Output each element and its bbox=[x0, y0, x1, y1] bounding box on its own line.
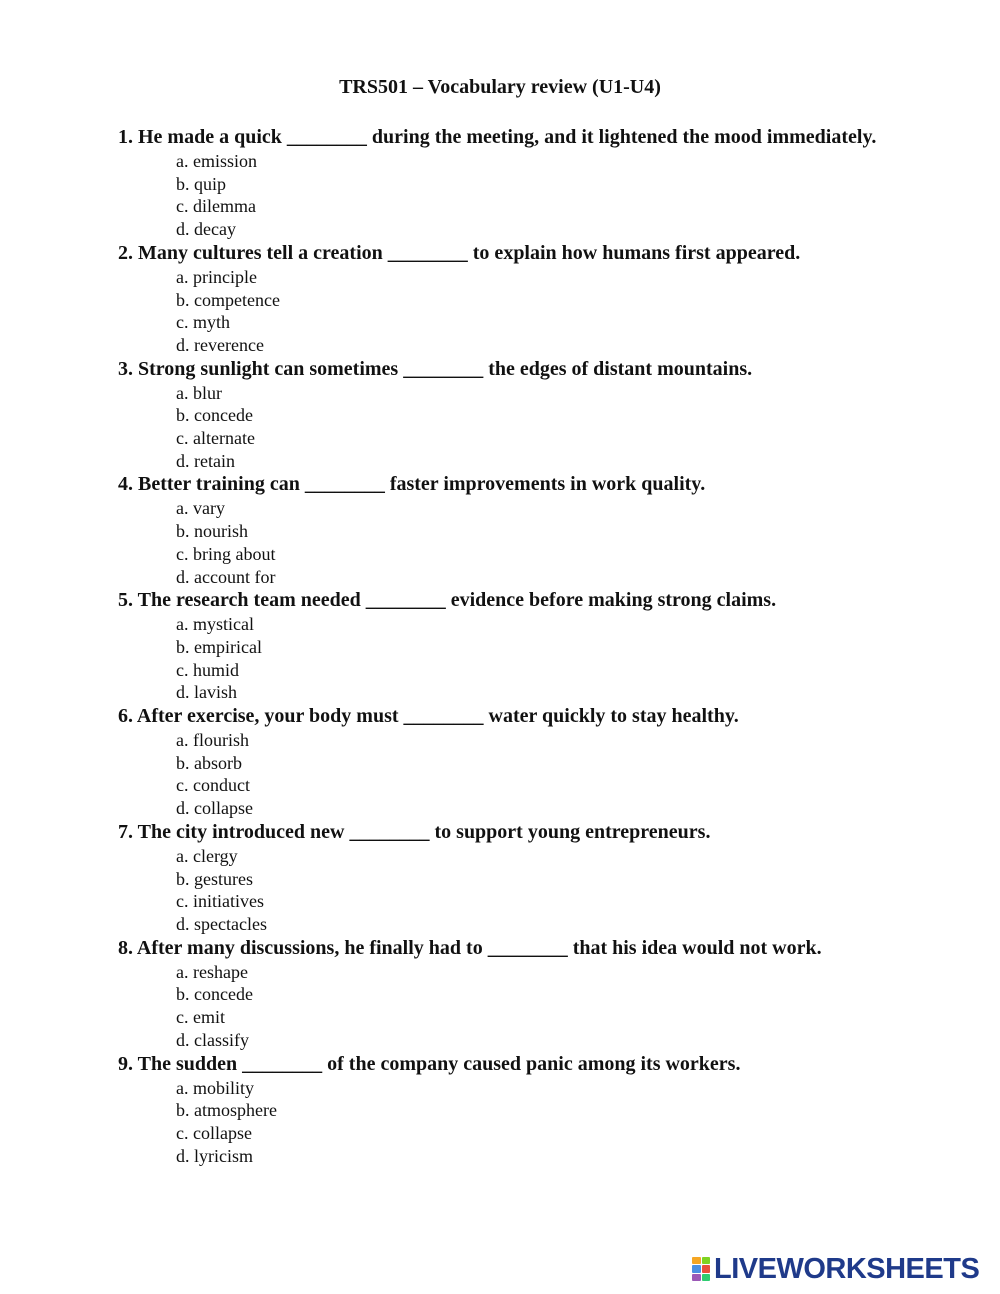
answer-option[interactable]: c. conduct bbox=[176, 775, 250, 796]
answer-option[interactable]: c. collapse bbox=[176, 1122, 252, 1143]
answer-option[interactable]: c. alternate bbox=[176, 428, 255, 449]
logo-mark-square bbox=[702, 1274, 711, 1281]
question-text: 1. He made a quick ________ during the meeting, and it lightened the mood immediately. bbox=[118, 126, 877, 148]
answer-option[interactable]: a. blur bbox=[176, 382, 222, 403]
answer-option[interactable]: b. nourish bbox=[176, 521, 248, 542]
question-9 bbox=[118, 1052, 888, 1168]
answer-option[interactable]: d. lavish bbox=[176, 682, 237, 703]
question-5 bbox=[118, 588, 888, 704]
logo-mark-square bbox=[702, 1265, 711, 1272]
answer-option[interactable]: d. decay bbox=[176, 219, 236, 240]
answer-option[interactable]: b. absorb bbox=[176, 752, 242, 773]
answer-option[interactable]: c. initiatives bbox=[176, 891, 264, 912]
answer-option[interactable]: d. spectacles bbox=[176, 913, 267, 934]
answer-option[interactable]: b. atmosphere bbox=[176, 1100, 277, 1121]
question-6 bbox=[118, 704, 888, 820]
answer-option[interactable]: b. concede bbox=[176, 984, 253, 1005]
answer-option[interactable]: a. mobility bbox=[176, 1077, 254, 1098]
logo-text: LIVEWORKSHEETS bbox=[714, 1252, 980, 1285]
answer-options bbox=[118, 961, 888, 1052]
page-title: TRS501 – Vocabulary review (U1-U4) bbox=[339, 76, 661, 98]
logo-mark-square bbox=[692, 1265, 701, 1272]
answer-option[interactable]: a. flourish bbox=[176, 730, 249, 751]
question-text: 5. The research team needed ________ evidence before making strong claims. bbox=[118, 589, 777, 612]
answer-option[interactable]: d. retain bbox=[176, 450, 235, 471]
question-text: 4. Better training can ________ faster improvements in work quality. bbox=[118, 473, 706, 496]
answer-option[interactable]: c. emit bbox=[176, 1007, 225, 1028]
answer-options bbox=[118, 382, 888, 473]
question-2 bbox=[118, 241, 888, 357]
question-4 bbox=[118, 472, 888, 588]
question-7 bbox=[118, 820, 888, 936]
answer-option[interactable]: d. lyricism bbox=[176, 1145, 253, 1166]
logo-mark-square bbox=[692, 1274, 701, 1281]
answer-option[interactable]: d. collapse bbox=[176, 798, 253, 819]
answer-option[interactable]: b. gestures bbox=[176, 868, 253, 889]
answer-option[interactable]: c. humid bbox=[176, 659, 239, 680]
answer-option[interactable]: d. reverence bbox=[176, 334, 264, 355]
answer-option[interactable]: b. quip bbox=[176, 173, 227, 194]
answer-options bbox=[118, 729, 888, 820]
answer-options bbox=[118, 266, 888, 357]
answer-option[interactable]: c. bring about bbox=[176, 543, 276, 564]
logo-mark-square bbox=[692, 1257, 701, 1264]
answer-option[interactable]: c. dilemma bbox=[176, 196, 256, 217]
answer-option[interactable]: b. concede bbox=[176, 405, 253, 426]
answer-option[interactable]: a. vary bbox=[176, 498, 225, 519]
answer-options bbox=[118, 497, 888, 588]
answer-option[interactable]: a. emission bbox=[176, 151, 257, 171]
question-3 bbox=[118, 357, 888, 473]
answer-options bbox=[118, 845, 888, 936]
question-text: 6. After exercise, your body must ________ water quickly to stay healthy. bbox=[118, 705, 739, 728]
answer-options bbox=[118, 1077, 888, 1168]
answer-option[interactable]: b. competence bbox=[176, 289, 280, 310]
question-8 bbox=[118, 936, 888, 1052]
answer-option[interactable]: c. myth bbox=[176, 312, 230, 333]
answer-option[interactable]: a. principle bbox=[176, 266, 257, 287]
answer-option[interactable]: b. empirical bbox=[176, 636, 262, 657]
answer-option[interactable]: a. clergy bbox=[176, 845, 238, 866]
answer-option[interactable]: a. reshape bbox=[176, 961, 248, 982]
question-1 bbox=[118, 125, 888, 241]
question-text: 7. The city introduced new ________ to support young entrepreneurs. bbox=[118, 820, 711, 843]
question-text: 9. The sudden ________ of the company caused panic among its workers. bbox=[118, 1052, 741, 1075]
liveworksheets-logo bbox=[692, 1254, 979, 1284]
answer-options bbox=[118, 613, 888, 704]
logo-mark-square bbox=[702, 1257, 711, 1264]
liveworksheets-logo-icon bbox=[692, 1257, 710, 1281]
answer-option[interactable]: d. account for bbox=[176, 566, 276, 587]
question-list bbox=[118, 125, 888, 1167]
question-text: 2. Many cultures tell a creation ________ to explain how humans first appeared. bbox=[118, 241, 801, 264]
answer-option[interactable]: d. classify bbox=[176, 1029, 249, 1050]
question-text: 8. After many discussions, he finally had to ________ that his idea would not work. bbox=[118, 936, 822, 959]
answer-options bbox=[118, 150, 888, 241]
answer-option[interactable]: a. mystical bbox=[176, 614, 254, 635]
question-text: 3. Strong sunlight can sometimes ________ the edges of distant mountains. bbox=[118, 357, 753, 380]
